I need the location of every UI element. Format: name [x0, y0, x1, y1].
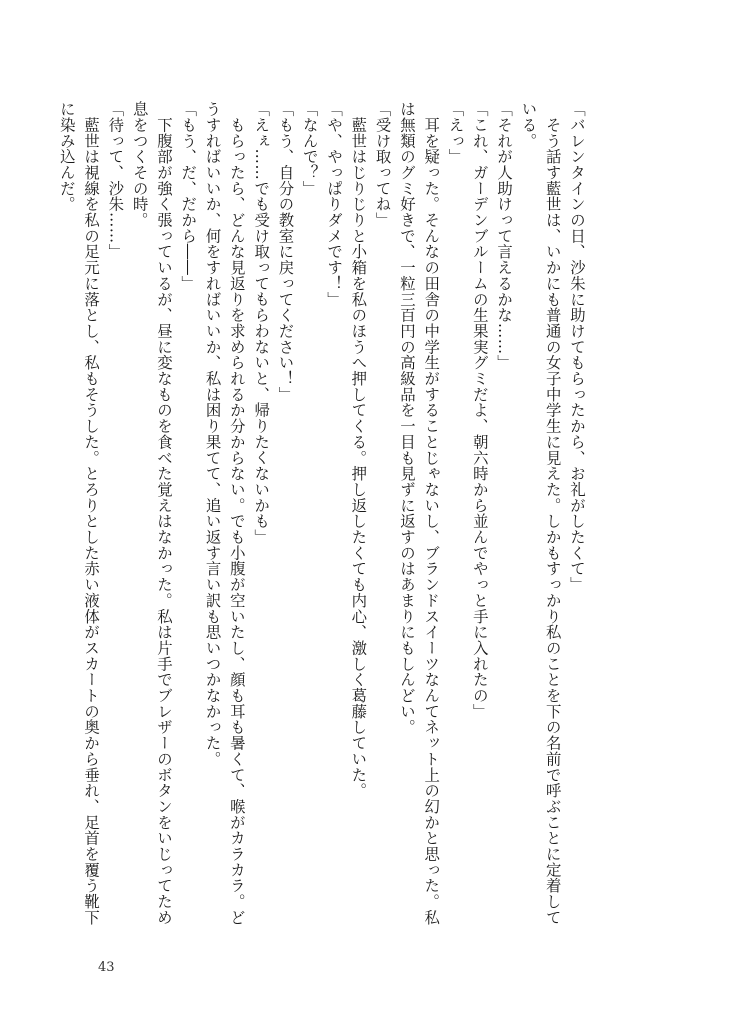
text-line: 下腹部が強く張っているが、昼に変なものを食べた覚えはなかった。私は片手でブレザーのボタンをいじってため: [154, 101, 173, 926]
text-line: うすればいいか、何をすればいいか、私は困り果てて、追い返す言い訳も思いつかなかった。: [203, 101, 222, 767]
text-line: 「えっ」: [446, 101, 465, 165]
text-line: 「待って、沙朱……」: [106, 101, 125, 260]
text-line: 「もう、だ、だから――」: [179, 101, 198, 292]
text-line: 藍世は視線を私の足元に落とし、私もそうした。とろりとした赤い液体がスカートの奥から垂れ、足首を覆う靴下: [82, 101, 101, 926]
text-line: は無類のグミ好きで、一粒三百円の高級品を一目も見ずに返すのはあまりにもしんどい。: [397, 101, 416, 735]
text-line: 藍世はじりじりと小箱を私のほうへ押してくる。押し返したくても内心、激しく葛藤していた。: [349, 101, 368, 799]
text-line: 「もう、自分の教室に戻ってください！」: [276, 101, 295, 403]
text-line: そう話す藍世は、いかにも普通の女子中学生に見えた。しかもすっかり私のことを下の名前で呼ぶことに定着して: [543, 101, 562, 926]
text-line: いる。: [519, 101, 538, 149]
text-line: 息をつくその時。: [130, 101, 149, 228]
text-line: 「受け取ってね」: [373, 101, 392, 228]
text-line: もらったら、どんな見返りを求められるか分からない。でも小腹が空いたし、顔も耳も暑くて、喉がカラカラ。ど: [227, 101, 246, 926]
text-line: 「これ、ガーデンブルームの生果実グミだよ、朝六時から並んでやっと手に入れたの」: [470, 101, 489, 720]
text-line: に染み込んだ。: [57, 101, 76, 212]
vertical-text-body: [54, 101, 589, 926]
text-line: 「バレンタインの日、沙朱に助けてもらったから、お礼がしたくて」: [568, 101, 586, 593]
text-line: 「それが人助けって言えるかな……」: [495, 101, 514, 371]
text-line: 「なんで？」: [300, 101, 319, 197]
page-number: 43: [98, 960, 115, 975]
text-line: 耳を疑った。そんなの田舎の中学生がすることじゃないし、ブランドスイーツなんてネット上の幻かと思った。私: [422, 101, 441, 926]
text-line: 「えぇ……でも受け取ってもらわないと、帰りたくないかも」: [252, 101, 271, 545]
text-line: 「や、やっぱりダメです！」: [325, 101, 344, 308]
